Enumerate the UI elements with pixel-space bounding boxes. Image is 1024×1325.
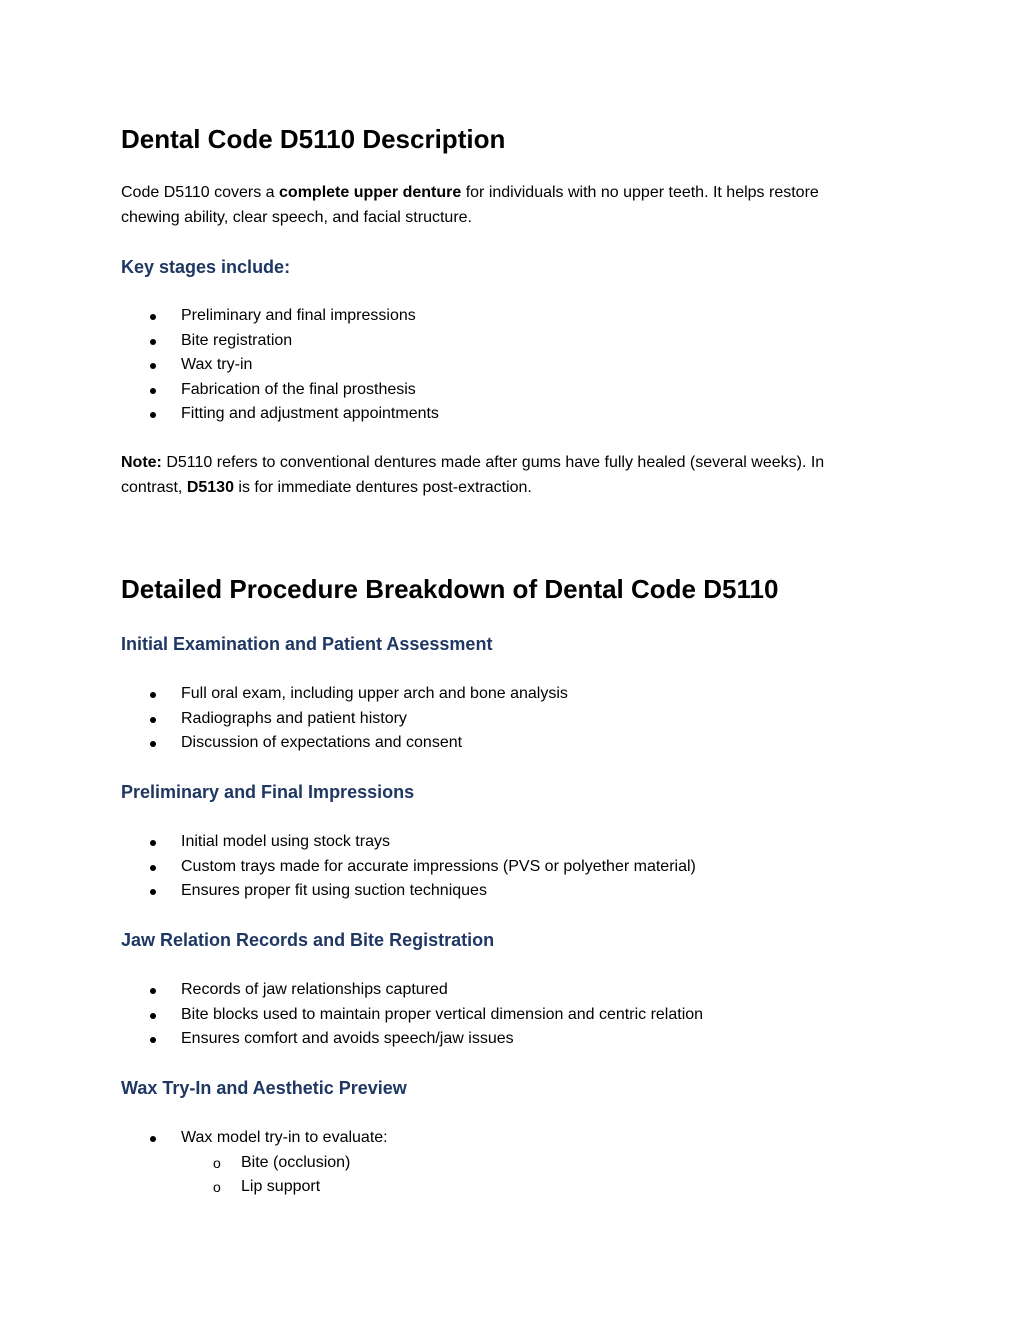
list-item-text: Bite registration: [181, 331, 293, 349]
bullet-icon: [150, 717, 156, 723]
list-item: [121, 1003, 703, 1028]
subsection-heading-impressions: Preliminary and Final Impressions: [121, 782, 415, 802]
sub-list-item: [121, 1175, 320, 1200]
intro-text-1: Code D5110 covers a: [121, 184, 280, 201]
list-item-text: Records of jaw relationships captured: [181, 981, 448, 998]
sub-list-item-text: Lip support: [241, 1178, 321, 1195]
list-item-text: Fitting and adjustment appointments: [181, 405, 439, 422]
list-item-text: Full oral exam, including upper arch and bone analysis: [181, 685, 568, 702]
list-item-text: Custom trays made for accurate impressions (PVS or polyether material): [181, 857, 696, 875]
hollow-bullet-icon: o: [213, 1154, 221, 1171]
bullet-icon: [150, 889, 156, 895]
list-item-text: Fabrication of the final prosthesis: [181, 380, 416, 398]
impressions-list: [121, 830, 696, 904]
list-item: [121, 707, 568, 732]
bullet-icon: [150, 339, 156, 345]
list-item-text: Discussion of expectations and consent: [181, 734, 463, 751]
subsection-heading-examination: Initial Examination and Patient Assessment: [121, 634, 493, 654]
bullet-icon: [150, 1037, 156, 1043]
bullet-icon: [150, 412, 156, 418]
note-text-2: is for immediate dentures post-extraction.: [233, 478, 532, 496]
bullet-icon: [150, 692, 156, 698]
list-item-text: Initial model using stock trays: [181, 833, 390, 850]
jaw-relation-list: [121, 978, 703, 1052]
bullet-icon: [150, 1136, 156, 1142]
list-item: [121, 978, 703, 1003]
list-item-text: Radiographs and patient history: [181, 709, 407, 727]
wax-try-in-list: [121, 1126, 388, 1200]
list-item: [121, 1027, 703, 1052]
examination-list: [121, 682, 568, 756]
note-bold-code: D5130: [186, 478, 234, 496]
subsection-heading-wax-try-in: Wax Try-In and Aesthetic Preview: [121, 1078, 407, 1098]
list-item: [121, 402, 439, 427]
key-stages-list: [121, 304, 439, 427]
intro-text-2: for individuals with no upper teeth. It helps restore chewing ability, clear speech, and facial structure.: [121, 184, 819, 226]
list-item: [121, 830, 696, 855]
bullet-icon: [150, 1013, 156, 1019]
intro-bold-text: complete upper denture: [279, 184, 462, 201]
bullet-icon: [150, 840, 156, 846]
list-item-text: Ensures proper fit using suction techniques: [181, 882, 487, 899]
sub-list-container: [121, 1151, 388, 1176]
list-item: [121, 855, 696, 880]
bullet-icon: [150, 988, 156, 994]
bullet-icon: [150, 865, 156, 871]
section-title-procedure: Detailed Procedure Breakdown of Dental Code D5110: [121, 574, 779, 604]
bullet-icon: [150, 363, 156, 369]
bullet-icon: [150, 388, 156, 394]
bullet-icon: [150, 314, 156, 320]
note-text-1: D5110 refers to conventional dentures made after gums have fully healed (several weeks). In contrast,: [121, 454, 825, 496]
subsection-heading-jaw-relation: Jaw Relation Records and Bite Registration: [121, 930, 495, 950]
list-item-text: Preliminary and final impressions: [181, 307, 416, 324]
intro-paragraph: [121, 181, 881, 230]
note-paragraph: [121, 451, 881, 500]
sub-list-container: [121, 1175, 388, 1200]
sub-list-item-text: Bite (occlusion): [241, 1153, 351, 1171]
list-item: [121, 353, 439, 378]
key-stages-heading: Key stages include:: [121, 257, 291, 277]
list-item: [121, 682, 568, 707]
list-item: [121, 329, 439, 354]
sub-list-item: [121, 1151, 350, 1176]
bullet-icon: [150, 741, 156, 747]
list-item-text: Wax model try-in to evaluate:: [181, 1129, 388, 1146]
list-item: [121, 378, 439, 403]
list-item-text: Ensures comfort and avoids speech/jaw issues: [181, 1030, 514, 1047]
list-item-text: Bite blocks used to maintain proper vertical dimension and centric relation: [181, 1005, 704, 1023]
section-title-description: Dental Code D5110 Description: [121, 124, 506, 154]
list-item-text: Wax try-in: [181, 356, 253, 373]
list-item: [121, 1126, 388, 1151]
hollow-bullet-icon: o: [213, 1179, 221, 1195]
list-item: [121, 879, 696, 904]
list-item: [121, 731, 568, 756]
note-label: Note:: [121, 454, 162, 471]
list-item: [121, 304, 439, 329]
